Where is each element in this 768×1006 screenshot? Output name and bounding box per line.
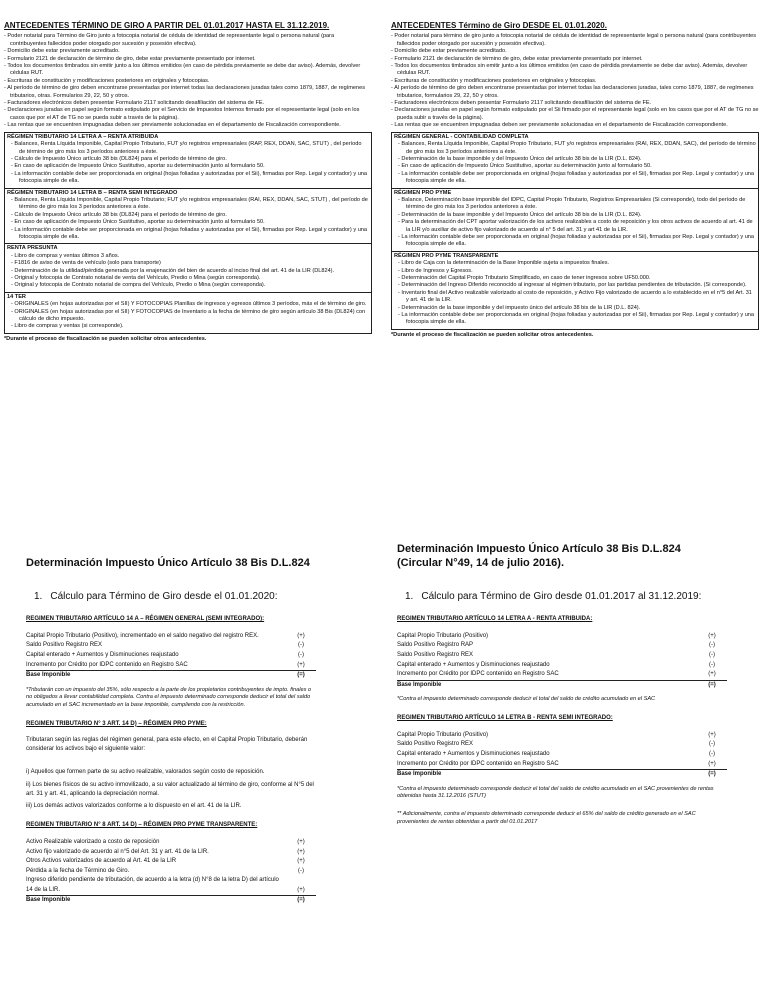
calc-line-label: Base Imponible: [26, 897, 71, 904]
left-footnote: *Durante el proceso de fiscalización se pueden solicitar otros antecedentes.: [4, 335, 207, 342]
calc-line-sign: (=): [708, 681, 716, 688]
calc-line-sign: (+): [297, 838, 305, 845]
calc-line-sign: (+): [697, 760, 727, 770]
left-requirements-column: [4, 22, 372, 343]
calc-line: [397, 651, 727, 661]
regime-section-item: - Cálculo de Impuesto Único artículo 38 bis (DL824) para el período de término de giro.: [7, 156, 369, 163]
regime-section: [392, 252, 758, 329]
calc-line-label: Incremento por Crédito por IDPC contenido en Registro SAC: [397, 760, 697, 770]
calc-line-label: Activo Realizable valorizado a costo de reposición: [26, 838, 160, 845]
calc-line: [397, 661, 727, 671]
left-regime2-heading: REGIMEN TRIBUTARIO N° 3 ART. 14 D) – RÉGIMEN PRO PYME:: [26, 720, 207, 727]
regime2-item: iii) Los demás activos valorizados conforme a lo dispuesto en el art. 41 de la LIR.: [26, 803, 242, 810]
left-requirements-list: [4, 33, 372, 129]
calc-line-sign: (=): [708, 771, 716, 778]
right-calculation: [397, 542, 727, 836]
right-regime1-lines: [397, 632, 727, 691]
calc-line-label: Saldo Positivo Registro RAP: [397, 642, 474, 649]
right-requirements-list: [391, 33, 759, 129]
regime-section-item: - La información contable debe ser proporcionada en original (hojas foliadas y autorizadas por el Sii), firmadas por Rep. Legal y contador) y una fotocopia simple de ella.: [394, 234, 756, 249]
regime-section-item: - ORIGINALES (en hojas autorizadas por el SII) Y FOTOCOPIAS de Inventario a la fecha de término de giro según artículo 38 Bis (DL824) con cálculo de dicho impuesto.: [7, 309, 369, 324]
regime-section-item: - Determinación de la base imponible y del Impuesto Único del artículo 38 bis de la LIR (D.L. 824).: [394, 156, 756, 163]
calc-line-label: Pérdida a la fecha de Término de Giro.: [26, 867, 130, 874]
regime-section-item: - En caso de aplicación de Impuesto Único Sustitutivo, aportar su determinación junto al formulario 50.: [7, 163, 369, 170]
right-regime1-note: *Contra el impuesto determinado corresponde deducir el total del saldo de crédito acumulado en el SAC: [397, 696, 656, 703]
calc-line: [26, 641, 316, 651]
regime-section-item: - La información contable debe ser proporcionada en original (hojas foliadas y autorizadas por el Sii), firmadas por Rep. Legal y contador) y una fotocopia simple de ella.: [7, 227, 369, 242]
regime-section-title: 14 TER: [7, 293, 26, 300]
regime-section-item: - Original y fotocopia de Contrato notarial de compra del Vehículo, Predio o Mina (según corresponda).: [7, 282, 369, 289]
right-regime2-note2: ** Adicionalmente, contra el impuesto determinado corresponde deducir el 65% del saldo de crédito generado en el SAC provenientes de rentas obtenidas a partir del 01.01.2017: [397, 810, 696, 825]
calc-line: [26, 848, 316, 858]
right-regime1-heading: REGIMEN TRIBUTARIO ARTÍCULO 14 LETRA A - RENTA ATRIBUIDA:: [397, 616, 593, 622]
regime-section-item: - Inventario final del Activo realizable valorizado al costo de reposición, y Activo Fijo valorizado de acuerdo a lo establecido en el n°5 del Art. 31 y art. 41 de la LIR.: [394, 290, 756, 305]
calc-line-label: Incremento por Crédito por IDPC contenido en Registro SAC: [26, 661, 286, 671]
regime-section-item: - Determinación de la utilidad/pérdida generada por la enajenación del bien de acuerdo al inciso final del art. 41 de la LIR (DL824).: [7, 268, 369, 275]
regime2-item: ii) Los bienes físicos de su activo inmovilizado, a su valor actualizado al término de giro, conforme al N°5 del art. 31 y art. 41, aplicando la depreciación normal.: [26, 781, 314, 797]
right-calc-title: Determinación Impuesto Único Artículo 38 Bis D.L.824 (Circular N°49, 14 de julio 2016).: [397, 543, 681, 569]
left-regime-table: [4, 132, 372, 334]
calc-line: [26, 857, 316, 867]
regime2-item: i) Aquellos que formen parte de su activo realizable, valorados según costo de reposición.: [26, 768, 265, 775]
calc-line-label: Saldo Positivo Registro REX: [26, 642, 103, 649]
requirement-item: - Escrituras de constitución y modificaciones posteriores en originales y fotocopias.: [4, 78, 372, 85]
regime-section-title: RÉGIMEN TRIBUTARIO 14 LETRA A – RENTA ATRIBUIDA: [7, 133, 159, 140]
calc-line-label: Capital Propio Tributario (Positivo), incrementado en el saldo negativo del registro REX.: [26, 632, 259, 639]
calc-line: [397, 680, 727, 690]
regime-section-item: - Balance, Determinación base imponible del IDPC, Capital Propio Tributario, Registros Empresariales (Si corresponde), todo del período de término de giro más los 3 períodos anteriores a éste.: [394, 197, 756, 212]
calc-line: [397, 740, 727, 750]
regime-section-item: - Cálculo de Impuesto Único artículo 38 bis (DL824) para el período de término de giro.: [7, 212, 369, 219]
requirement-item: - Facturadores electrónicos deben presentar Formulario 2117 solicitando desafiliación del sistema de FE.: [391, 100, 759, 107]
right-footnote: *Durante el proceso de fiscalización se pueden solicitar otros antecedentes.: [391, 331, 594, 338]
calc-line-sign: (+): [708, 632, 716, 639]
right-regime2-lines: [397, 731, 727, 780]
calc-line: [397, 750, 727, 760]
calc-line-label: Saldo Positivo Registro REX: [397, 741, 474, 748]
requirement-item: - Al período de término de giro deben encontrarse presentadas por internet todas las declaraciones juradas, tales como 1879, 1887, de regímenes tributarios, formularios 29, 22, 50 y otros.: [391, 85, 759, 100]
calc-line-sign: (=): [297, 672, 305, 679]
requirement-item: - Declaraciones juradas en papel según formato estipulado por el Servicio de Impuestos Internos firmado por el representante legal (solo en los casos que por el AT de TG no se pueda subir a través de la página).: [4, 107, 372, 122]
right-step-number: 1.: [405, 591, 414, 602]
calc-line-sign: (-): [709, 651, 715, 658]
requirement-item: - Al período de término de giro deben encontrarse presentadas por internet todas las declaraciones juradas tales como 1879, 1887, de regímenes tributarios, otras. Formularios 29, 22, 50 y otros.: [4, 85, 372, 100]
calc-line-sign: (+): [697, 670, 727, 680]
requirement-item: - Domicilio debe estar previamente acreditado.: [4, 48, 372, 55]
requirement-item: - Formulario 2121 de declaración de término de giro, debe estar previamente presentado por internet.: [391, 56, 759, 63]
regime-section-item: - Determinación del Capital Propio Tributario Simplificado, en caso de tener ingresos sobre UF50.000.: [394, 275, 756, 282]
regime-section: [392, 189, 758, 252]
regime-section: [5, 133, 371, 189]
calc-line-sign: (-): [298, 651, 304, 658]
requirement-item: - Formulario 2121 de declaración de término de giro, debe estar previamente presentado por internet.: [4, 56, 372, 63]
requirement-item: - Todos los documentos timbrados sin emitir junto a los últimos emitidos (en caso de pérdida previamente se debe dar aviso). Además, devolver cédulas RUT.: [4, 63, 372, 78]
regime-section-title: RÉGIMEN TRIBUTARIO 14 LETRA B – RENTA SEMI INTEGRADO: [7, 189, 178, 196]
calc-line-sign: (=): [297, 897, 305, 904]
regime-section-item: - Determinación del Ingreso Diferido reconocido al ingresar al régimen tributario, por las partidas pendientes de tributación. (Si corresponde).: [394, 282, 756, 289]
calc-line-sign: (+): [297, 848, 305, 855]
calc-line-label: Activo fijo valorizado de acuerdo al n°5 del Art. 31 y art. 41 de la LIR.: [26, 848, 209, 855]
regime-section-item: - F1816 de aviso de venta de vehículo (solo para transporte): [7, 260, 369, 267]
regime-section: [5, 244, 371, 292]
regime-section-title: RÉGIMEN PRO PYME TRANSPARENTE: [394, 252, 499, 259]
calc-line-sign: (-): [298, 642, 304, 649]
calc-line: [397, 632, 727, 642]
regime-section-item: - La información contable debe ser proporcionada en original (hojas foliadas y autorizadas por el Sii), firmadas por Rep. Legal y contador) y una fotocopia simple de ella.: [394, 312, 756, 327]
requirement-item: - Declaraciones juradas en papel según formato estipulado por el Sii firmado por el representante legal (solo en los casos que por el AT de TG no se pueda subir a través de la página).: [391, 107, 759, 122]
left-calculation: [26, 556, 316, 906]
regime-section-item: - Balances, Renta Líquida Imponible, Capital Propio Tributario; FUT y/o registros empresariales (RAI, REX, DDAN, SAC, STUT) , del período de término de giro más los 3 períodos anteriores a éste.: [7, 197, 369, 212]
regime-section: [392, 133, 758, 189]
calc-line-sign: (-): [709, 741, 715, 748]
calc-line-label: Capital Propio Tributario (Positivo): [397, 632, 489, 639]
calc-line-label: Incremento por Crédito por IDPC contenido en Registro SAC: [397, 670, 697, 680]
regime-section-title: RÉGIMEN PRO PYME: [394, 189, 452, 196]
regime-section-item: - ORIGINALES (en hojas autorizadas por el SII) Y FOTOCOPIAS Planillas de ingresos y egresos últimos 3 períodos, más el de término de giro.: [7, 301, 369, 308]
calc-line-sign: (+): [708, 731, 716, 738]
calc-line-label: Capital Propio Tributario (Positivo): [397, 731, 489, 738]
calc-line: [26, 661, 316, 671]
calc-line: [26, 651, 316, 661]
calc-line-sign: (+): [297, 858, 305, 865]
calc-line-label: Saldo Positivo Registro REX: [397, 651, 474, 658]
regime-section-item: - Para la determinación del CPT aportar valorización de los activos realizables a costo de reposición y los otros activos de acuerdo al art. 41 de la LIR y/o auxiliar de activo fijo valorizado de acuerdo al n° 5 del art. 31 y art 41 de la LIR.: [394, 219, 756, 234]
regime-section: [5, 293, 371, 333]
calc-line-label: Capital enterado + Aumentos y Disminuciones reajustado: [397, 750, 550, 757]
regime-section-item: - Libro de Ingresos y Egresos.: [394, 268, 756, 275]
regime-section-item: - Determinación de la base imponible y del Impuesto Único del artículo 38 bis de la LIR (D.L. 824).: [394, 212, 756, 219]
left-heading: ANTECEDENTES TÉRMINO DE GIRO A PARTIR DEL 01.01.2017 HASTA EL 31.12.2019.: [4, 21, 330, 30]
calc-line-sign: (-): [298, 867, 304, 874]
calc-line: [26, 632, 316, 642]
calc-line-label: Capital enterado + Aumentos y Disminuciones reajustado: [397, 661, 550, 668]
requirement-item: - Poder notarial para Término de Giro junto a fotocopia notarial de cédula de identidad de representante legal o persona natural (para contribuyentes fallecidos poder otorgado por sucesión y posesión efectiva).: [4, 33, 372, 48]
regime-section-item: - En caso de aplicación de Impuesto Único Sustitutivo, aportar su determinación junto al formulario 50.: [394, 163, 756, 170]
requirement-item: - Las rentas que se encuentren impugnadas deben ser previamente solucionadas en el departamento de Fiscalización correspondiente.: [391, 122, 759, 129]
regime-section-item: - Determinación de la base imponible y del impuesto único del artículo 38 bis de la LIR (D.L. 824).: [394, 305, 756, 312]
right-heading: ANTECEDENTES Término de Giro DESDE EL 01.01.2020.: [391, 21, 607, 30]
left-regime1-heading: REGIMEN TRIBUTARIO ARTÍCULO 14 A – RÉGIMEN GENERAL (SEMI INTEGRADO):: [26, 616, 265, 622]
regime-section-title: RÉGIMEN GENERAL - CONTABILIDAD COMPLETA: [394, 133, 529, 140]
calc-line: [26, 838, 316, 848]
regime-section-item: - La información contable debe ser proporcionada en original (hojas foliadas y autorizadas por el Sii), firmadas por Rep. Legal y contador) y una fotocopia simple de ella.: [394, 171, 756, 186]
requirement-item: - Poder notarial para término de giro junto a fotocopia notarial de cédula de identidad de representante legal o persona natural (para contribuyentes fallecidos poder otorgado por sucesión y posesión efectiva).: [391, 33, 759, 48]
calc-line-sign: (+): [286, 661, 316, 671]
left-regime2-text: Tributaran según las reglas del régimen general, para este efecto, en el Capital Propio Tributario, deberán considerar los activos bajo el siguiente valor:: [26, 737, 308, 753]
regime-section-item: - Libro de compras y ventas (si corresponde).: [7, 323, 369, 330]
calc-line: [397, 770, 727, 780]
requirement-item: - Facturadores electrónicos deben presentar Formulario 2117 solicitando desafiliación del sistema de FE.: [4, 100, 372, 107]
regime-section-title: RENTA PRESUNTA: [7, 245, 58, 252]
right-regime2-note1: *Contra el impuesto determinado corresponde deducir el total del saldo de crédito acumulado en el SAC provenientes de rentas obtenidas hasta 31.12.2016 (STUT): [397, 785, 714, 800]
calc-line: [397, 731, 727, 741]
requirement-item: - Domicilio debe estar previamente acreditado.: [391, 48, 759, 55]
calc-line: [26, 867, 316, 877]
calc-line: [26, 876, 316, 896]
calc-line-sign: (-): [709, 642, 715, 649]
left-regime3-heading: REGIMEN TRIBUTARIO N° 8 ART. 14 D) – RÉGIMEN PRO PYME TRANSPARENTE:: [26, 822, 258, 829]
right-calc-step: [405, 590, 727, 603]
regime-section-item: - Balances, Renta Líquida Imponible, Capital Propio Tributario, FUT y/o registros empresariales (RAP, REX, DDAN, SAC, STUT) , del período de término de giro más los 3 períodos anteriores a éste.: [7, 141, 369, 156]
calc-line-label: Ingreso diferido pendiente de tributación, de acuerdo a la letra (d) N°8 de la letra D) del artículo 14 de la LIR.: [26, 876, 286, 896]
right-step-text: Cálculo para Término de Giro desde 01.01.2017 al 31.12.2019:: [421, 591, 702, 602]
left-calc-title: Determinación Impuesto Único Artículo 38 Bis D.L.824: [26, 557, 310, 569]
calc-line-sign: (-): [709, 661, 715, 668]
right-requirements-column: [391, 22, 759, 339]
regime-section-item: - La información contable debe ser proporcionada en original (hojas foliadas y autorizadas por el Sii), firmadas por Rep. Legal y contador) y una fotocopia simple de ella.: [7, 171, 369, 186]
calc-line: [397, 641, 727, 651]
calc-line-label: Base Imponible: [397, 771, 442, 778]
requirement-item: - Las rentas que se encuentren impugnadas deben ser previamente solucionadas en el departamento de Fiscalización correspondiente.: [4, 122, 372, 129]
calc-line: [397, 760, 727, 770]
calc-line-label: Base Imponible: [397, 681, 442, 688]
calc-line: [397, 670, 727, 680]
calc-line: [26, 896, 316, 906]
calc-line-sign: (-): [709, 750, 715, 757]
regime-section-item: - Libro de compras y ventas últimos 3 años.: [7, 253, 369, 260]
calc-line-sign: (+): [297, 632, 305, 639]
regime-section-item: - Libro de Caja con la determinación de la Base Imponible sujeta a impuestos finales.: [394, 260, 756, 267]
requirement-item: - Escrituras de constitución y modificaciones posteriores en originales y fotocopias.: [391, 78, 759, 85]
calc-line-label: Capital enterado + Aumentos y Disminuciones reajustado: [26, 651, 179, 658]
left-regime1-lines: [26, 632, 316, 681]
regime-section-item: - Original y fotocopia de Contrato notarial de venta del Vehículo, Predio o Mina (según corresponda).: [7, 275, 369, 282]
left-regime2-items: [26, 768, 316, 811]
regime-section-item: - Balances, Renta Líquida Imponible, Capital Propio Tributario, FUT y/o registros empresariales (RAI, REX, DDAN, SAC), del período de término de giro más los 3 períodos anteriores a éste.: [394, 141, 756, 156]
right-regime2-heading: REGIMEN TRIBUTARIO ARTÍCULO 14 LETRA B - RENTA SEMI INTEGRADO:: [397, 714, 613, 721]
left-step-number: 1.: [34, 591, 43, 602]
regime-section: [5, 189, 371, 245]
left-regime3-lines: [26, 838, 316, 906]
left-step-text: Cálculo para Término de Giro desde el 01.01.2020:: [50, 591, 278, 602]
calc-line-sign: (+): [286, 876, 316, 896]
regime-section-item: - En caso de aplicación de Impuesto Único Sustitutivo, aportar su determinación junto al formulario 50.: [7, 219, 369, 226]
calc-line: [26, 671, 316, 681]
calc-line-label: Base Imponible: [26, 672, 71, 679]
calc-line-label: Otros Activos valorizados de acuerdo al Art. 41 de la LIR: [26, 858, 177, 865]
requirement-item: - Todos los documentos timbrados sin emitir junto a los últimos emitidos (en caso de pérdida previamente se debe dar aviso). Además, devolver cédulas RUT.: [391, 63, 759, 78]
left-regime1-note: *Tributarán con un impuesto del 35%, sólo respecto a la parte de los propietarios contribuyentes de impto. finales o no obligados a llevar contabilidad completa. Contra el impuesto determinado corresponde deducir el total del saldo acumulado en el SAC incrementado en la base imponible, cumpliendo con la restricción.: [26, 686, 312, 708]
left-calc-step: [34, 590, 316, 603]
right-regime-table: [391, 132, 759, 330]
